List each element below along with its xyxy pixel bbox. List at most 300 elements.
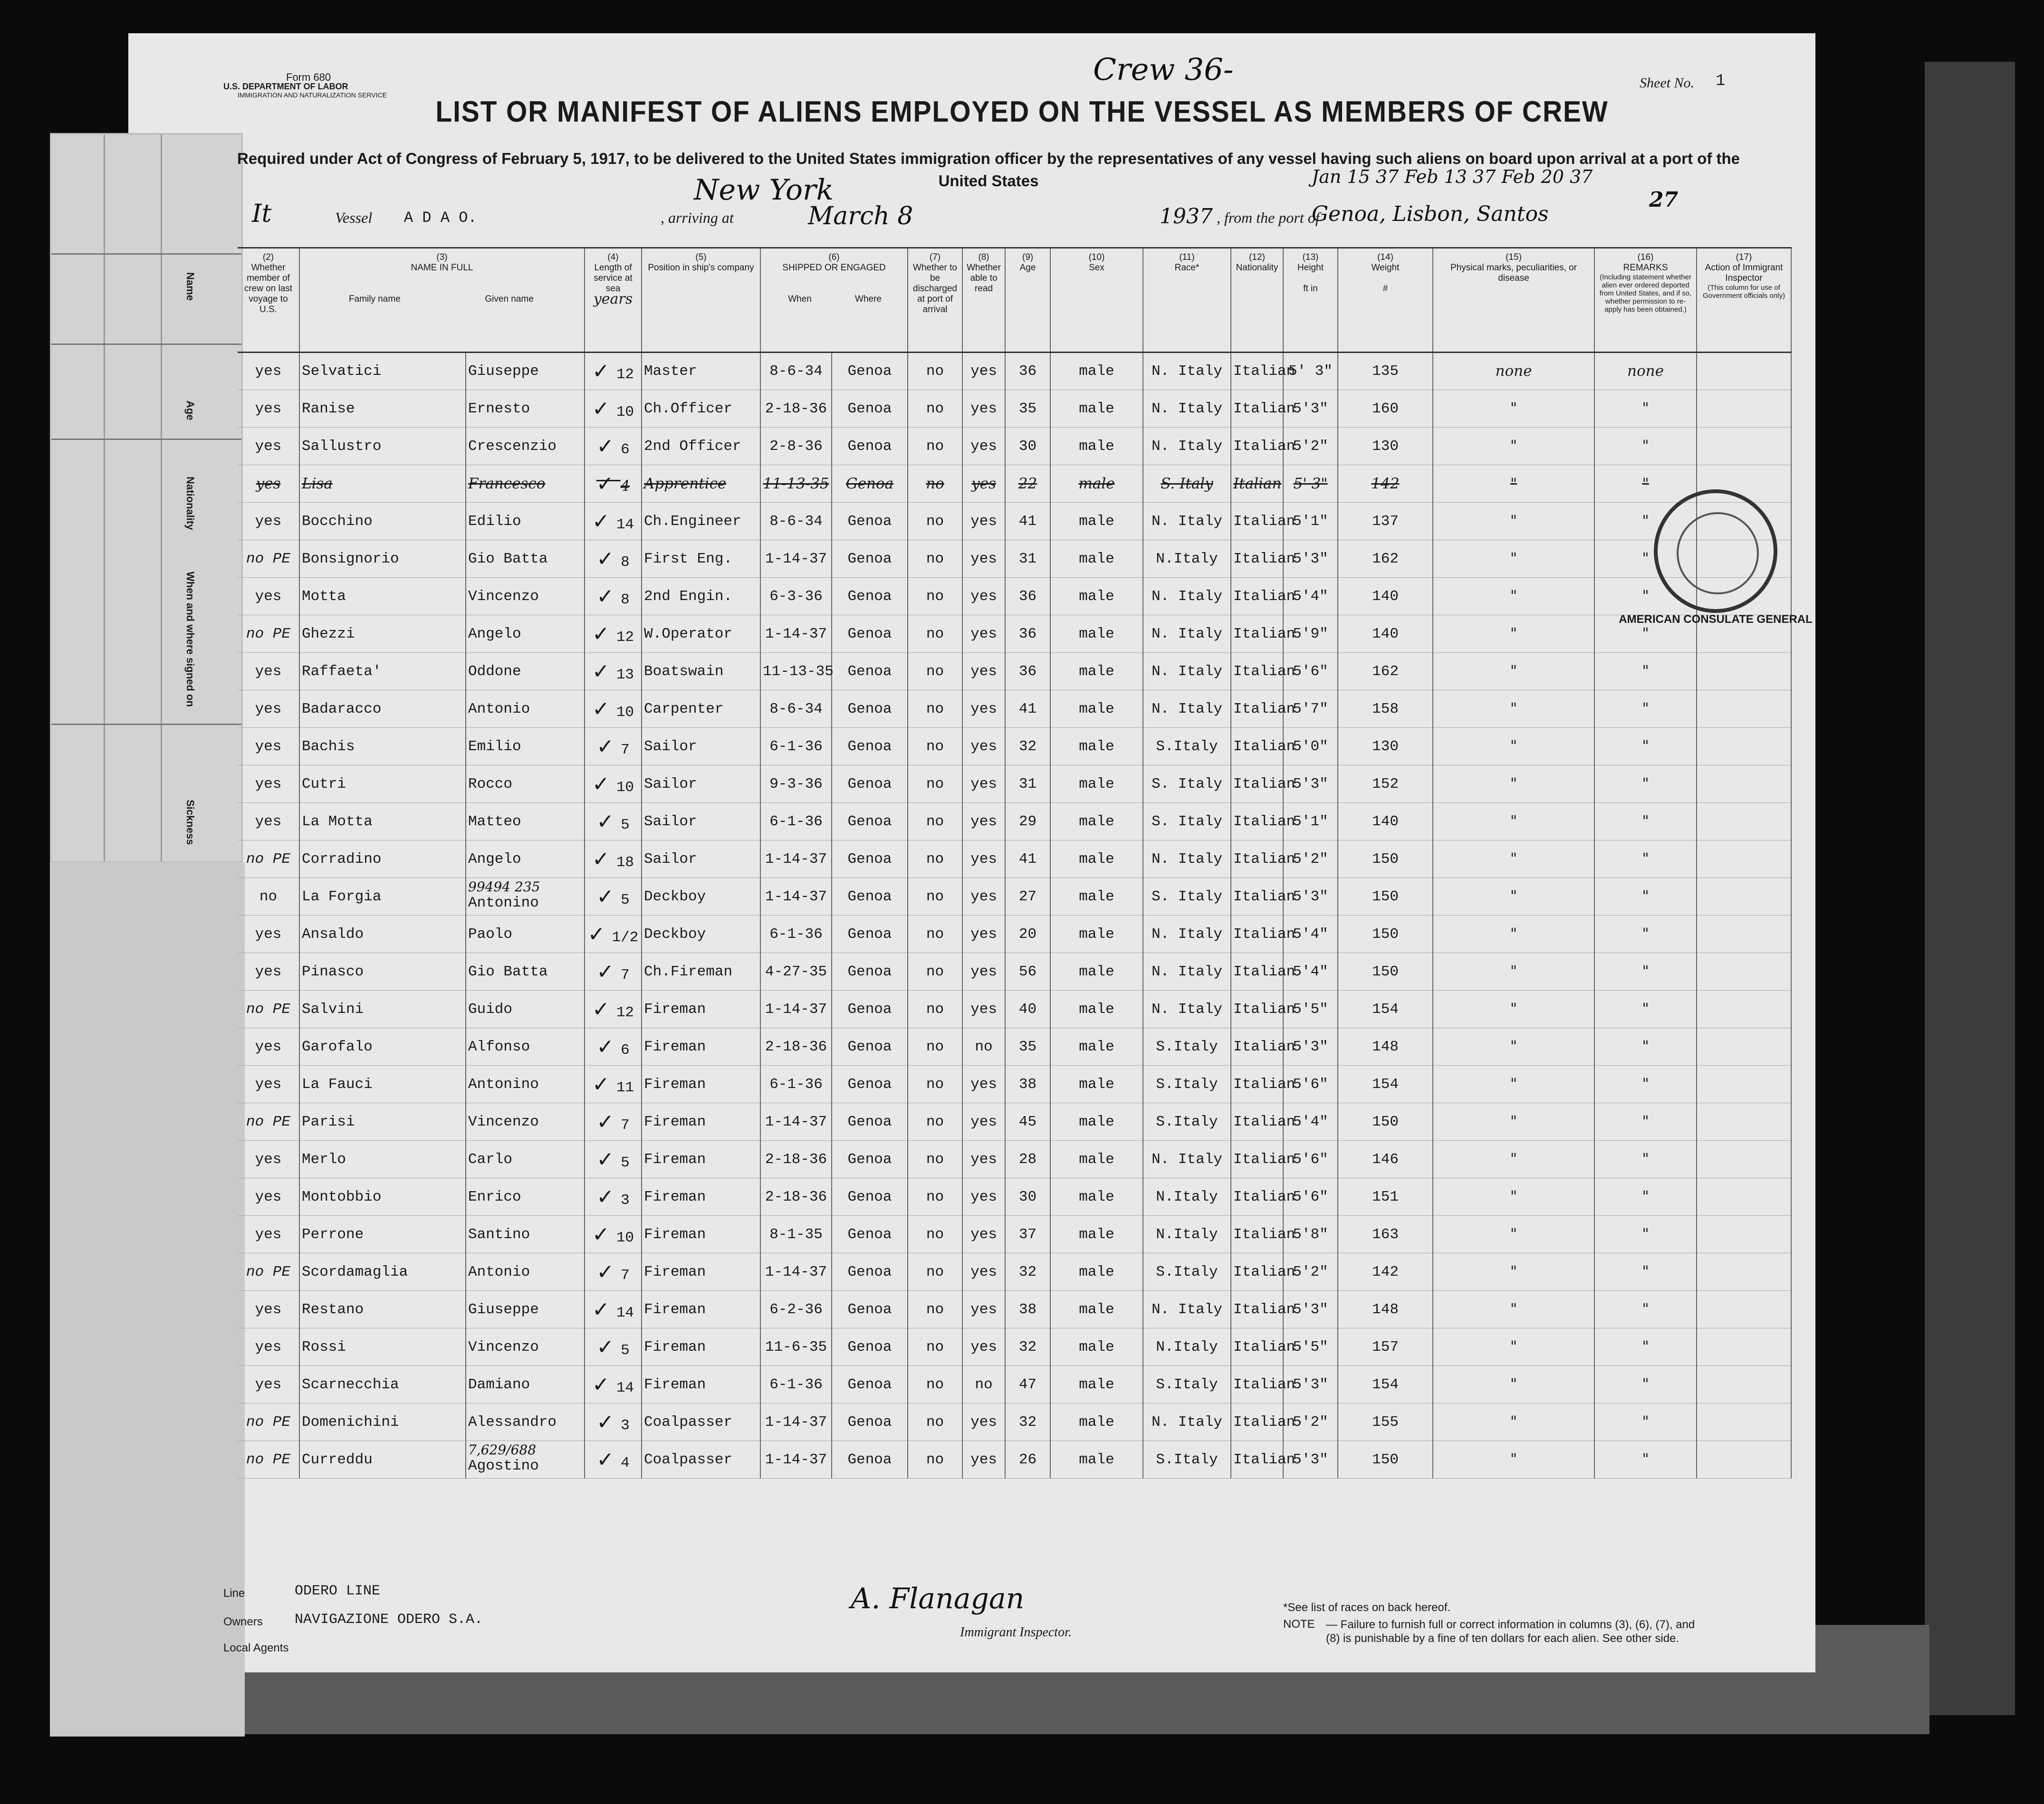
- stub-rule: [51, 253, 241, 255]
- remarks-cell: [1594, 1216, 1697, 1253]
- nationality-value: Italian: [1233, 588, 1295, 605]
- shipped-where-value: Genoa: [847, 963, 892, 980]
- table-row: [238, 503, 1791, 540]
- physical-marks-cell: [1433, 1328, 1594, 1366]
- discharged-value: no: [926, 775, 944, 792]
- discharged-value: no: [926, 738, 944, 755]
- checkmark-icon: ✓: [592, 847, 616, 871]
- family-name-value: Bachis: [302, 738, 355, 755]
- family-name-cell: [299, 878, 466, 916]
- table-row: [238, 1403, 1791, 1441]
- weight-cell: [1338, 916, 1433, 953]
- last-voyage-cell: [238, 465, 299, 503]
- nationality-cell: [1231, 1441, 1295, 1479]
- service-years-value: 8: [621, 554, 630, 571]
- discharged-cell: [908, 728, 962, 765]
- height-value: 5'6": [1293, 1188, 1328, 1205]
- sex-cell: [1050, 690, 1143, 728]
- col-header-last-voyage: (2) Whether member of crew on last voyage to U.S.: [238, 248, 299, 353]
- from-port-label: , from the port of: [1217, 209, 1320, 226]
- sex-cell: [1050, 728, 1143, 765]
- given-name-value: Francesco: [468, 475, 546, 492]
- height-cell: [1283, 353, 1338, 390]
- shipped-when-value: 8-6-34: [769, 513, 823, 530]
- last-voyage-cell: [238, 991, 299, 1028]
- given-name-value: Edilio: [468, 513, 521, 530]
- family-name-value: Bocchino: [302, 513, 373, 530]
- able-to-read-value: no: [975, 1376, 993, 1393]
- last-voyage-value: no PE: [246, 1451, 290, 1468]
- family-name-value: La Fauci: [302, 1076, 373, 1093]
- physical-marks-value: ": [1510, 1000, 1517, 1017]
- family-name-value: Bonsignorio: [302, 550, 399, 567]
- service-years-value: 10: [616, 704, 634, 721]
- position-value: Apprentice: [644, 475, 727, 492]
- table-row: [238, 1178, 1791, 1216]
- physical-marks-value: ": [1510, 475, 1517, 492]
- position-value: Carpenter: [644, 700, 724, 717]
- weight-cell: [1338, 653, 1433, 690]
- table-row: [238, 1066, 1791, 1103]
- table-row: [238, 803, 1791, 840]
- given-name-value: Matteo: [468, 813, 521, 830]
- checkmark-icon: ✓: [592, 1372, 616, 1397]
- family-name-value: Salvini: [302, 1001, 364, 1018]
- discharged-cell: [908, 1441, 962, 1479]
- service-years-cell: [585, 1028, 642, 1066]
- last-voyage-value: yes: [255, 963, 282, 980]
- weight-value: 148: [1372, 1038, 1399, 1055]
- weight-value: 155: [1372, 1413, 1399, 1431]
- family-name-value: Garofalo: [302, 1038, 373, 1055]
- sex-value: male: [1079, 550, 1114, 567]
- shipped-where-value: Genoa: [847, 1113, 892, 1130]
- position-cell: [642, 1028, 760, 1066]
- height-value: 5'6": [1293, 1076, 1328, 1093]
- table-row: [238, 840, 1791, 878]
- sex-cell: [1050, 1441, 1143, 1479]
- given-name-value: Ernesto: [468, 400, 530, 417]
- height-value: 5'4": [1293, 926, 1328, 943]
- position-cell: [642, 428, 760, 465]
- sex-cell: [1050, 465, 1143, 503]
- weight-cell: [1338, 690, 1433, 728]
- service-years-cell: [585, 353, 642, 390]
- sex-value: male: [1079, 1151, 1114, 1168]
- shipped-when-cell: [760, 1141, 832, 1178]
- col-header-name: (3) NAME IN FULL Family name Given name: [299, 248, 585, 353]
- service-years-cell: [585, 1403, 642, 1441]
- nationality-cell: [1231, 1066, 1295, 1103]
- height-value: 5'7": [1293, 700, 1328, 717]
- sex-cell: [1050, 578, 1143, 615]
- physical-marks-cell: [1433, 953, 1594, 991]
- race-cell: [1143, 953, 1231, 991]
- physical-marks-cell: [1433, 1366, 1594, 1403]
- given-name-cell: [466, 1178, 585, 1216]
- family-name-cell: [299, 953, 466, 991]
- remarks-value: ": [1642, 400, 1649, 417]
- given-name-value: Santino: [468, 1226, 530, 1243]
- age-value: 32: [1018, 1338, 1037, 1355]
- race-cell: [1143, 1028, 1231, 1066]
- age-value: 37: [1018, 1226, 1037, 1243]
- physical-marks-cell: [1433, 1291, 1594, 1328]
- race-value: N. Italy: [1152, 513, 1222, 530]
- physical-marks-cell: [1433, 390, 1594, 428]
- nationality-value: Italian: [1233, 1113, 1295, 1130]
- remarks-cell: [1594, 1066, 1697, 1103]
- discharged-cell: [908, 1328, 962, 1366]
- shipped-when-value: 1-14-37: [765, 850, 827, 868]
- shipped-when-cell: [760, 390, 832, 428]
- shipped-when-cell: [760, 615, 832, 653]
- able-to-read-value: yes: [970, 400, 997, 417]
- shipped-when-value: 11-6-35: [765, 1338, 827, 1355]
- discharged-cell: [908, 1403, 962, 1441]
- last-voyage-value: yes: [255, 1151, 282, 1168]
- inspector-action-cell: [1697, 1103, 1791, 1141]
- remarks-value: ": [1642, 437, 1649, 454]
- service-years-value: 13: [616, 666, 634, 683]
- bureau-name: IMMIGRATION AND NATURALIZATION SERVICE: [238, 91, 387, 99]
- age-value: 32: [1018, 1413, 1037, 1431]
- physical-marks-cell: [1433, 653, 1594, 690]
- family-name-cell: [299, 1141, 466, 1178]
- stub-rule: [51, 724, 241, 725]
- remarks-cell: [1594, 1253, 1697, 1291]
- race-value: N. Italy: [1152, 1301, 1222, 1318]
- weight-value: 163: [1372, 1226, 1399, 1243]
- race-cell: [1143, 578, 1231, 615]
- service-years-cell: [585, 690, 642, 728]
- weight-value: 142: [1371, 475, 1400, 492]
- physical-marks-value: ": [1510, 737, 1517, 754]
- checkmark-icon: ✓: [596, 584, 621, 609]
- family-name-value: Ghezzi: [302, 625, 355, 642]
- inspector-signature: A. Flanagan: [851, 1582, 1025, 1615]
- shipped-where-value: Genoa: [847, 888, 892, 905]
- family-name-cell: [299, 1103, 466, 1141]
- shipped-where-cell: [832, 690, 908, 728]
- table-row: [238, 765, 1791, 803]
- discharged-value: no: [926, 1113, 944, 1130]
- stub-rule: [51, 439, 241, 440]
- race-cell: [1143, 1178, 1231, 1216]
- last-voyage-cell: [238, 1141, 299, 1178]
- page-title: LIST OR MANIFEST OF ALIENS EMPLOYED ON THE VESSEL AS MEMBERS OF CREW: [435, 95, 1609, 128]
- nationality-value: Italian: [1233, 1226, 1295, 1243]
- sex-value: male: [1079, 363, 1114, 380]
- discharged-cell: [908, 953, 962, 991]
- age-cell: [1005, 1028, 1050, 1066]
- physical-marks-value: ": [1510, 437, 1517, 454]
- physical-marks-value: none: [1495, 362, 1532, 380]
- physical-marks-cell: [1433, 803, 1594, 840]
- able-to-read-cell: [962, 1291, 1005, 1328]
- nationality-value: Italian: [1233, 963, 1295, 980]
- physical-marks-cell: [1433, 1028, 1594, 1066]
- able-to-read-cell: [962, 1253, 1005, 1291]
- family-name-value: Motta: [302, 588, 346, 605]
- remarks-value: ": [1642, 587, 1649, 604]
- sex-value: male: [1079, 1001, 1114, 1018]
- shipped-where-value: Genoa: [847, 513, 892, 530]
- race-cell: [1143, 503, 1231, 540]
- able-to-read-value: yes: [970, 1338, 997, 1355]
- weight-value: 154: [1372, 1076, 1399, 1093]
- position-cell: [642, 578, 760, 615]
- stub-label-sickness: Sickness: [184, 800, 196, 845]
- position-cell: [642, 916, 760, 953]
- shipped-where-value: Genoa: [847, 850, 892, 868]
- race-cell: [1143, 1291, 1231, 1328]
- position-cell: [642, 953, 760, 991]
- service-years-value: 5: [621, 1154, 630, 1171]
- age-value: 38: [1018, 1076, 1037, 1093]
- inspector-action-cell: [1697, 1366, 1791, 1403]
- crew-manifest-table: [238, 247, 1792, 1479]
- position-value: Coalpasser: [644, 1413, 733, 1431]
- physical-marks-cell: [1433, 1216, 1594, 1253]
- family-name-value: Cutri: [302, 775, 346, 792]
- service-years-cell: [585, 991, 642, 1028]
- table-row: [238, 1291, 1791, 1328]
- race-value: S. Italy: [1152, 813, 1222, 830]
- given-name-value: Giuseppe: [468, 363, 539, 380]
- physical-marks-cell: [1433, 1141, 1594, 1178]
- checkmark-icon: ✓: [596, 1184, 621, 1209]
- sex-value: male: [1079, 1038, 1114, 1055]
- shipped-when-value: 6-1-36: [769, 738, 823, 755]
- given-name-cell: [466, 1328, 585, 1366]
- service-years-cell: [585, 653, 642, 690]
- discharged-value: no: [926, 1038, 944, 1055]
- family-name-value: Selvatici: [302, 363, 382, 380]
- age-cell: [1005, 1366, 1050, 1403]
- height-value: 5'3": [1293, 888, 1328, 905]
- race-cell: [1143, 840, 1231, 878]
- departure-ports: Genoa, Lisbon, Santos: [1312, 202, 1549, 226]
- weight-cell: [1338, 465, 1433, 503]
- weight-value: 150: [1372, 926, 1399, 943]
- height-value: 5' 3": [1288, 363, 1333, 380]
- height-value: 5'5": [1293, 1001, 1328, 1018]
- race-value: S.Italy: [1156, 1376, 1218, 1393]
- nationality-value: Italian: [1233, 625, 1295, 642]
- table-row: [238, 428, 1791, 465]
- service-years-value: 1/2: [612, 929, 639, 946]
- age-value: 31: [1018, 775, 1037, 792]
- age-value: 41: [1018, 700, 1037, 717]
- last-voyage-value: yes: [255, 775, 282, 792]
- physical-marks-value: ": [1510, 1038, 1517, 1055]
- weight-cell: [1338, 353, 1433, 390]
- race-cell: [1143, 1141, 1231, 1178]
- table-row: [238, 728, 1791, 765]
- stub-label-nationality: Nationality: [184, 477, 196, 530]
- sex-cell: [1050, 1216, 1143, 1253]
- age-value: 41: [1018, 513, 1037, 530]
- family-name-cell: [299, 1066, 466, 1103]
- able-to-read-value: yes: [970, 1451, 997, 1468]
- checkmark-icon: ✓: [596, 546, 621, 571]
- shipped-where-value: Genoa: [847, 1263, 892, 1280]
- shipped-when-value: 1-14-37: [765, 1001, 827, 1018]
- shipped-where-value: Genoa: [847, 775, 892, 792]
- service-years-cell: [585, 1366, 642, 1403]
- position-value: Fireman: [644, 1001, 706, 1018]
- nationality-cell: [1231, 1253, 1295, 1291]
- given-name-cell: [466, 765, 585, 803]
- nationality-value: Italian: [1233, 1301, 1295, 1318]
- remarks-cell: [1594, 803, 1697, 840]
- physical-marks-value: ": [1510, 700, 1517, 717]
- race-value: S. Italy: [1152, 775, 1222, 792]
- discharged-cell: [908, 465, 962, 503]
- remarks-value: ": [1642, 737, 1649, 754]
- given-name-value: Vincenzo: [468, 1113, 539, 1130]
- remarks-cell: [1594, 1178, 1697, 1216]
- physical-marks-value: ": [1510, 1300, 1517, 1317]
- shipped-where-cell: [832, 953, 908, 991]
- able-to-read-value: yes: [970, 963, 997, 980]
- shipped-when-cell: [760, 1328, 832, 1366]
- shipped-where-value: Genoa: [847, 400, 892, 417]
- col-header-discharged: (7) Whether to be discharged at port of arrival: [908, 248, 962, 353]
- position-value: Sailor: [644, 850, 697, 868]
- shipped-where-value: Genoa: [847, 813, 892, 830]
- position-cell: [642, 653, 760, 690]
- service-years-value: 8: [621, 591, 630, 608]
- service-years-value: 7: [621, 1267, 630, 1284]
- age-value: 41: [1018, 850, 1037, 868]
- shipped-where-value: Genoa: [847, 363, 892, 380]
- position-cell: [642, 728, 760, 765]
- service-years-cell: [585, 540, 642, 578]
- last-voyage-value: yes: [255, 1226, 282, 1243]
- remarks-cell: [1594, 1028, 1697, 1066]
- age-cell: [1005, 1291, 1050, 1328]
- physical-marks-value: ": [1510, 925, 1517, 942]
- discharged-cell: [908, 428, 962, 465]
- discharged-cell: [908, 503, 962, 540]
- last-voyage-value: yes: [255, 363, 282, 380]
- col-header-height: (13) Height ft in: [1283, 248, 1338, 353]
- vessel-label: Vessel: [335, 209, 373, 226]
- nationality-cell: [1231, 1141, 1295, 1178]
- remarks-cell: [1594, 765, 1697, 803]
- race-value: N. Italy: [1152, 1413, 1222, 1431]
- service-years-value: 10: [616, 779, 634, 796]
- remarks-value: ": [1642, 1188, 1649, 1205]
- inspector-action-cell: [1697, 690, 1791, 728]
- remarks-value: ": [1642, 1150, 1649, 1167]
- nationality-cell: [1231, 728, 1295, 765]
- remarks-value: ": [1642, 925, 1649, 942]
- physical-marks-value: ": [1510, 1113, 1517, 1130]
- handwritten-note: 99494 235: [468, 879, 540, 895]
- stub-card: [50, 133, 243, 863]
- inspector-action-cell: [1697, 1141, 1791, 1178]
- given-name-cell: [466, 840, 585, 878]
- discharged-value: no: [926, 1263, 944, 1280]
- last-voyage-value: yes: [256, 475, 281, 492]
- weight-cell: [1338, 615, 1433, 653]
- nationality-value: Italian: [1233, 1038, 1295, 1055]
- sex-value: male: [1079, 1113, 1114, 1130]
- shipped-when-cell: [760, 840, 832, 878]
- service-years-cell: [585, 840, 642, 878]
- family-name-cell: [299, 1291, 466, 1328]
- family-name-cell: [299, 465, 466, 503]
- able-to-read-value: yes: [970, 550, 997, 567]
- shipped-where-cell: [832, 578, 908, 615]
- nationality-cell: [1231, 1103, 1295, 1141]
- stub-rule: [51, 344, 241, 345]
- race-value: N. Italy: [1152, 926, 1222, 943]
- able-to-read-cell: [962, 540, 1005, 578]
- checkmark-icon: ✓: [592, 396, 616, 421]
- shipped-when-cell: [760, 428, 832, 465]
- age-cell: [1005, 840, 1050, 878]
- shipped-when-value: 1-14-37: [765, 1451, 827, 1468]
- remarks-cell: [1594, 1141, 1697, 1178]
- discharged-cell: [908, 1141, 962, 1178]
- physical-marks-cell: [1433, 540, 1594, 578]
- race-value: S.Italy: [1156, 1038, 1218, 1055]
- race-value: N. Italy: [1152, 963, 1222, 980]
- discharged-value: no: [926, 400, 944, 417]
- shipped-where-value: Genoa: [847, 1226, 892, 1243]
- race-value: S. Italy: [1161, 475, 1213, 492]
- inspector-action-cell: [1697, 1028, 1791, 1066]
- family-name-value: Domenichini: [302, 1413, 399, 1431]
- position-cell: [642, 1403, 760, 1441]
- service-years-cell: [585, 953, 642, 991]
- sex-cell: [1050, 1403, 1143, 1441]
- able-to-read-cell: [962, 578, 1005, 615]
- able-to-read-cell: [962, 615, 1005, 653]
- family-name-value: Ranise: [302, 400, 355, 417]
- position-value: W.Operator: [644, 625, 733, 642]
- discharged-value: no: [926, 813, 944, 830]
- remarks-cell: [1594, 953, 1697, 991]
- shipped-where-cell: [832, 1291, 908, 1328]
- sex-cell: [1050, 1291, 1143, 1328]
- nationality-cell: [1231, 916, 1295, 953]
- able-to-read-value: yes: [970, 813, 997, 830]
- age-cell: [1005, 428, 1050, 465]
- last-voyage-cell: [238, 503, 299, 540]
- physical-marks-cell: [1433, 728, 1594, 765]
- last-voyage-value: no PE: [246, 1413, 290, 1431]
- sex-value: male: [1079, 738, 1114, 755]
- nationality-cell: [1231, 803, 1295, 840]
- shipped-when-cell: [760, 991, 832, 1028]
- position-cell: [642, 765, 760, 803]
- weight-value: 154: [1372, 1001, 1399, 1018]
- nationality-cell: [1231, 840, 1295, 878]
- able-to-read-value: yes: [970, 1301, 997, 1318]
- family-name-value: Raffaeta': [302, 663, 382, 680]
- discharged-value: no: [926, 588, 944, 605]
- sex-cell: [1050, 991, 1143, 1028]
- service-years-value: 3: [621, 1192, 630, 1209]
- age-cell: [1005, 1216, 1050, 1253]
- shipped-when-value: 1-14-37: [765, 550, 827, 567]
- shipped-when-cell: [760, 1441, 832, 1479]
